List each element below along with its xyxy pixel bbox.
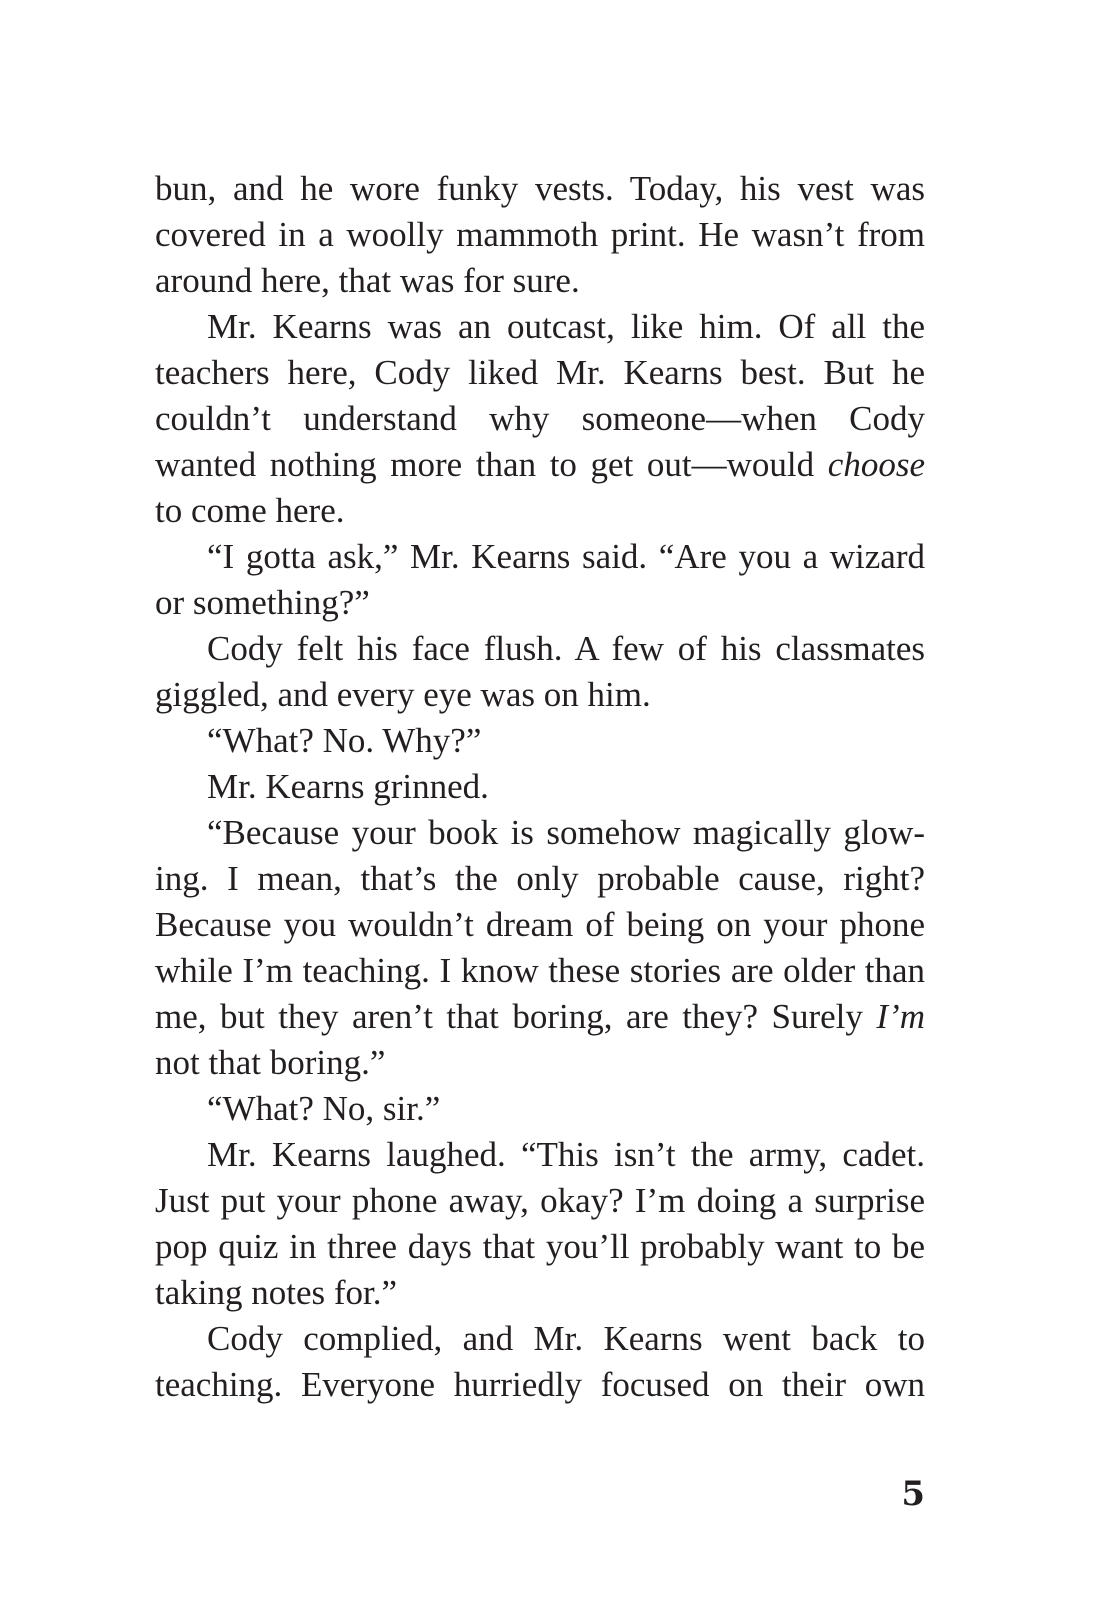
paragraph-9: Mr. Kearns laughed. “This isn’t the army, cadet. Just put your phone away, okay? I’m doing a surprise pop quiz in three days that you’ll probably want to be taking notes for.” bbox=[155, 1135, 925, 1312]
paragraph-4: Cody felt his face flush. A few of his classmates giggled, and every eye was on him. bbox=[155, 629, 925, 714]
paragraph-1: bun, and he wore funky vests. Today, his vest was covered in a woolly mammoth print. He wasn’t from around here, that was for sure. bbox=[155, 169, 925, 300]
paragraph-2-text-end: to come here. bbox=[155, 491, 345, 530]
emphasis-choose: choose bbox=[827, 445, 925, 484]
paragraph-7-text: “Because your book is somehow magically glow-ing. I mean, that’s the only probable cause, right? Because you wouldn’t dream of being on your phone while I’m teaching. I know these stories are older than me, but they aren’t that boring, are they? Surely bbox=[155, 813, 925, 1036]
paragraph-7-text-end: not that boring.” bbox=[155, 1043, 386, 1082]
page-number: 5 bbox=[901, 1474, 925, 1514]
paragraph-3: “I gotta ask,” Mr. Kearns said. “Are you a wizard or something?” bbox=[155, 537, 925, 622]
paragraph-7 bbox=[155, 810, 925, 1086]
paragraph-5: “What? No. Why?” bbox=[207, 721, 482, 760]
emphasis-im: I’m bbox=[876, 997, 925, 1036]
paragraph-2-text: Mr. Kearns was an outcast, like him. Of all the teachers here, Cody liked Mr. Kearns best. But he couldn’t understand why someone—when Cody wanted nothing more than to get out—would bbox=[155, 307, 925, 484]
paragraph-2 bbox=[155, 304, 925, 534]
paragraph-6: Mr. Kearns grinned. bbox=[207, 767, 489, 806]
body-text bbox=[155, 166, 925, 1408]
paragraph-8: “What? No, sir.” bbox=[207, 1089, 441, 1128]
paragraph-10: Cody complied, and Mr. Kearns went back to teaching. Everyone hurriedly focused on their own bbox=[155, 1319, 925, 1404]
